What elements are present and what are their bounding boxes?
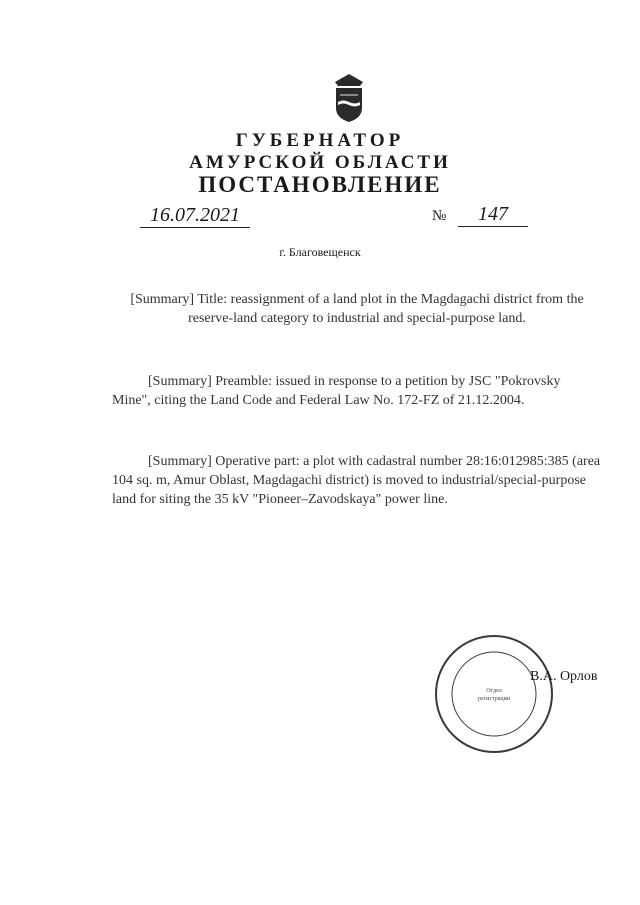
number-label: № bbox=[432, 208, 447, 224]
header-title: ГУБЕРНАТОР bbox=[235, 130, 405, 151]
svg-text:Отдел: Отдел bbox=[486, 688, 502, 694]
document-number: 147 bbox=[458, 203, 528, 227]
document-date: 16.07.2021 bbox=[140, 204, 250, 228]
official-stamp bbox=[432, 632, 556, 756]
coat-of-arms-emblem bbox=[329, 72, 369, 124]
header-subtitle: АМУРСКОЙ ОБЛАСТИ bbox=[189, 152, 451, 173]
document-type: ПОСТАНОВЛЕНИЕ bbox=[198, 172, 442, 197]
city: г. Благовещенск bbox=[279, 245, 361, 259]
preamble-summary: [Summary] Preamble: issued in response to a petition by JSC "Pokrovsky Mine", citing the Land Code and Federal Law No. 172-FZ of 21.12.2004. bbox=[112, 374, 561, 408]
signatory-name: В.А. Орлов bbox=[530, 669, 598, 684]
decision-summary: [Summary] Operative part: a plot with cadastral number 28:16:012985:385 (area 104 sq. m, Amur Oblast, Magdagachi district) is moved to industrial/special-purpose land for siting the 35 kV "Pioneer–Zavodskaya" power line. bbox=[112, 454, 601, 507]
svg-text:регистрации: регистрации bbox=[478, 696, 510, 702]
title-summary: [Summary] Title: reassignment of a land plot in the Magdagachi district from the reserve-land category to industrial and special-purpose land. bbox=[130, 292, 584, 326]
